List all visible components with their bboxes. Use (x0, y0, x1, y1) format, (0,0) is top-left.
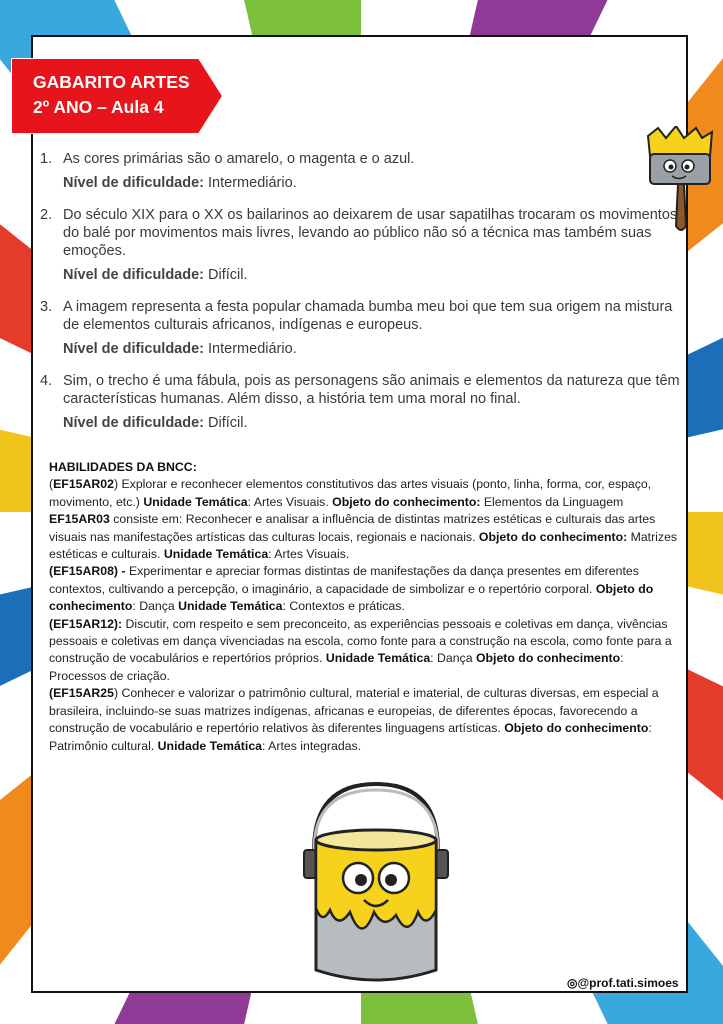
skill-code: (EF15AR25 (49, 686, 114, 701)
answer-text: As cores primárias são o amarelo, o magenta e o azul. (63, 151, 415, 167)
answer-number: 4. (40, 373, 53, 389)
answer-list (40, 150, 680, 446)
skill-code: EF15AR03 (49, 512, 110, 527)
difficulty-label: Nível de dificuldade: (63, 267, 204, 283)
skill-text: ) Explorar e reconhecer elementos constitutivos das artes visuais (ponto, linha, forma, cor, espaço, movimento, etc.) (49, 477, 652, 509)
paint-can-mascot (296, 780, 456, 990)
difficulty-value: Intermediário. (208, 175, 297, 191)
unit-label: Unidade Temática (178, 599, 283, 614)
skill-code: (EF15AR12): (49, 616, 123, 631)
unit-value: : Artes Visuais. (268, 547, 350, 562)
answer-item (40, 206, 680, 284)
title-banner (11, 58, 223, 134)
credit-handle: @prof.tati.simoes (577, 976, 679, 990)
object-value: : Patrimônio cultural. (49, 721, 652, 753)
bncc-title: HABILIDADES DA BNCC: (49, 460, 197, 474)
unit-value: : Dança (430, 651, 476, 666)
object-value: Matrizes estéticas e culturais. (49, 529, 678, 562)
difficulty-line (63, 174, 680, 192)
difficulty-value: Difícil. (208, 267, 248, 283)
object-label: Objeto do conhecimento (49, 581, 654, 614)
answer-text: Sim, o trecho é uma fábula, pois as personagens são animais e elementos da natureza que têm características humanas. Além disso, a história tem uma moral no final. (63, 373, 680, 407)
skill-text: consiste em: Reconhecer e analisar a influência de distintas matrizes estéticas e culturais das artes visuais nas manifestações artísticas das culturas locais, regionais e nacionais. (49, 512, 656, 544)
object-label: Objeto do conhecimento (504, 721, 649, 736)
difficulty-label: Nível de dificuldade: (63, 415, 204, 431)
skill-code: (EF15AR08) - (49, 564, 126, 579)
difficulty-value: Intermediário. (208, 341, 297, 357)
answer-item (40, 150, 680, 192)
skill-ef15ar03 (49, 511, 679, 563)
object-value: : Processos de criação. (49, 651, 624, 683)
instagram-credit (567, 976, 679, 990)
unit-label: Unidade Temática (163, 547, 269, 562)
answer-text: A imagem representa a festa popular chamada bumba meu boi que tem sua origem na mistura de elementos culturais africanos, indígenas e europeus. (63, 299, 673, 333)
difficulty-line (63, 414, 680, 432)
unit-value: : Artes Visuais. (247, 494, 333, 509)
difficulty-line (63, 340, 680, 358)
skill-ef15ar25 (49, 685, 679, 755)
answer-text: Do século XIX para o XX os bailarinos ao deixarem de usar sapatilhas trocaram os movimentos do balé por movimentos mais livres, levando ao público não só a técnica mas também suas emoções. (63, 207, 678, 259)
banner-subtitle: 2º ANO – Aula 4 (33, 97, 164, 117)
difficulty-value: Difícil. (208, 415, 248, 431)
object-label: Objeto do conhecimento (475, 651, 621, 666)
skill-ef15ar08 (49, 563, 679, 615)
object-label: Objeto do conhecimento: (332, 494, 481, 509)
unit-value: : Contextos e práticas. (282, 599, 405, 614)
unit-value: : Artes integradas. (262, 738, 362, 753)
unit-label: Unidade Temática (325, 651, 431, 666)
banner-title: GABARITO ARTES (33, 72, 190, 92)
skill-paren: ( (49, 477, 54, 492)
skill-text: ) Conhecer e valorizar o patrimônio cultural, material e imaterial, de culturas diversas, em especial a brasileira, incluindo-se suas matrizes indígenas, africanas e europeias, de diferentes épocas, favorecendo a construção de vocabulário e repertório relativos às diferentes linguagens artísticas. (49, 686, 659, 736)
answer-number: 2. (40, 207, 53, 223)
difficulty-label: Nível de dificuldade: (63, 341, 204, 357)
difficulty-label: Nível de dificuldade: (63, 175, 204, 191)
skill-ef15ar12 (49, 616, 679, 686)
unit-label: Unidade Temática (157, 738, 262, 753)
bncc-skills-section (49, 459, 679, 755)
object-label: Objeto do conhecimento: (478, 529, 628, 544)
instagram-icon: ◎ (567, 976, 578, 990)
object-value: Elementos da Linguagem (480, 494, 624, 509)
skill-code: EF15AR02 (53, 477, 114, 492)
answer-number: 3. (40, 299, 53, 315)
answer-item (40, 298, 680, 358)
object-value: : Dança (132, 599, 179, 614)
skill-ef15ar02 (49, 476, 679, 511)
skill-text: Discutir, com respeito e sem preconceito, as experiências pessoais e coletivas em dança, vivências pessoais e coletivas em dança vivenciadas na escola, como fonte para a construção na escola, como fonte para a construção de vocabulários e repertórios próprios. (49, 616, 672, 666)
difficulty-line (63, 266, 680, 284)
unit-label: Unidade Temática (143, 494, 248, 509)
answer-item (40, 372, 680, 432)
answer-number: 1. (40, 151, 53, 167)
skill-text: Experimentar e apreciar formas distintas de manifestações da dança presentes em diferentes contextos, cultivando a percepção, o imaginário, a capacidade de simbolizar e o repertório corporal. (49, 564, 639, 596)
